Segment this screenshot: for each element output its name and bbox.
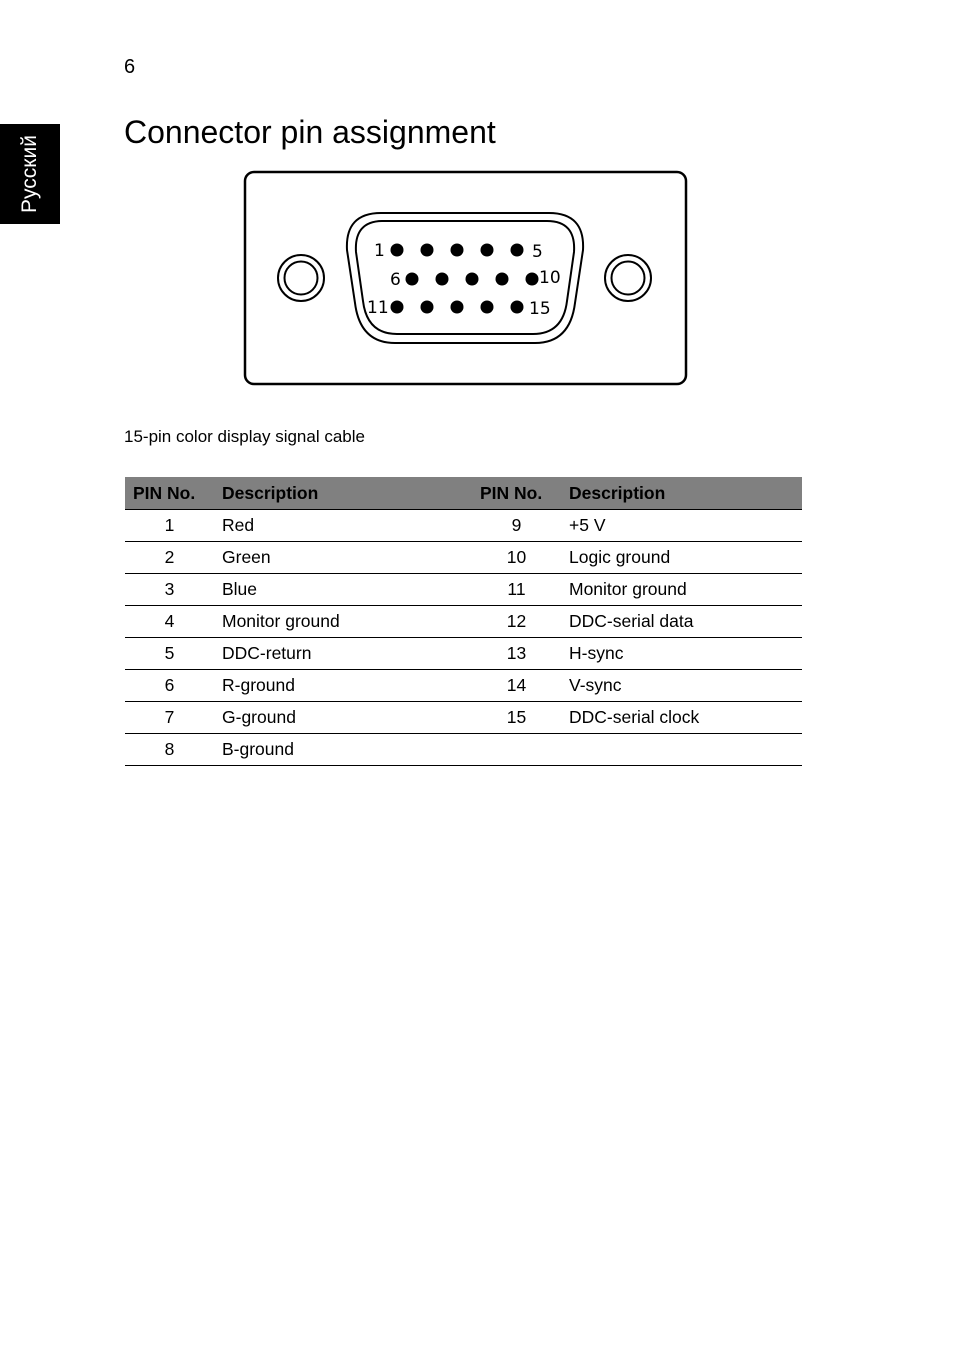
header-description-right: Description: [561, 477, 802, 510]
pin-dot: [436, 273, 449, 286]
connector-frame: [245, 172, 686, 384]
pin-dot: [511, 301, 524, 314]
mounting-hole-left-inner: [285, 262, 318, 295]
pin-number: 12: [472, 606, 561, 638]
pin-description: G-ground: [214, 702, 472, 734]
pin-number: 6: [125, 670, 214, 702]
page-title: Connector pin assignment: [124, 114, 496, 150]
pin-description: Monitor ground: [214, 606, 472, 638]
pin-number: 1: [125, 510, 214, 542]
pin-description: H-sync: [561, 638, 802, 670]
pin-label-6: 6: [390, 270, 401, 290]
pin-label-10: 10: [539, 268, 561, 288]
vga-connector-diagram: [243, 170, 689, 388]
pin-dot: [421, 301, 434, 314]
pin-number: 4: [125, 606, 214, 638]
pin-number: 5: [125, 638, 214, 670]
pin-number: 2: [125, 542, 214, 574]
diagram-caption: 15-pin color display signal cable: [124, 427, 365, 446]
pin-dot: [466, 273, 479, 286]
pin-number: [472, 734, 561, 766]
page-number: 6: [124, 56, 136, 78]
table-row: [125, 638, 802, 670]
pin-label-11: 11: [367, 298, 389, 318]
pin-assignment-table: [125, 477, 802, 766]
pin-description: Green: [214, 542, 472, 574]
pin-description: [561, 734, 802, 766]
table-row: [125, 574, 802, 606]
language-tab: [0, 124, 60, 224]
language-tab-label: Русский: [18, 135, 41, 213]
pin-label-5: 5: [532, 242, 543, 262]
pin-dot: [451, 301, 464, 314]
pin-number: 7: [125, 702, 214, 734]
header-pin-left: PIN No.: [125, 477, 214, 510]
pin-dot: [481, 301, 494, 314]
pin-label-1: 1: [374, 241, 385, 261]
pin-description: R-ground: [214, 670, 472, 702]
pin-description: DDC-serial clock: [561, 702, 802, 734]
pin-number: 11: [472, 574, 561, 606]
pin-description: Monitor ground: [561, 574, 802, 606]
pin-number: 15: [472, 702, 561, 734]
pin-dot: [391, 301, 404, 314]
pin-description: B-ground: [214, 734, 472, 766]
pin-number: 9: [472, 510, 561, 542]
pin-description: V-sync: [561, 670, 802, 702]
table-header-row: [125, 477, 802, 510]
pin-dot: [496, 273, 509, 286]
pin-dot: [526, 273, 539, 286]
pin-number: 14: [472, 670, 561, 702]
pin-dot: [481, 244, 494, 257]
table-row: [125, 734, 802, 766]
table-row: [125, 510, 802, 542]
pin-dot: [406, 273, 419, 286]
table-row: [125, 542, 802, 574]
pin-number: 8: [125, 734, 214, 766]
pin-description: DDC-serial data: [561, 606, 802, 638]
pin-number: 13: [472, 638, 561, 670]
pin-dot: [511, 244, 524, 257]
header-pin-right: PIN No.: [472, 477, 561, 510]
pin-row-2: [406, 273, 539, 286]
table-row: [125, 606, 802, 638]
pin-label-15: 15: [529, 299, 551, 319]
header-description-left: Description: [214, 477, 472, 510]
pin-number: 3: [125, 574, 214, 606]
mounting-hole-right-inner: [612, 262, 645, 295]
pin-dot: [451, 244, 464, 257]
table-row: [125, 702, 802, 734]
pin-description: Red: [214, 510, 472, 542]
pin-row-1: [391, 244, 524, 257]
pin-dot: [421, 244, 434, 257]
pin-number: 10: [472, 542, 561, 574]
pin-description: DDC-return: [214, 638, 472, 670]
pin-row-3: [391, 301, 524, 314]
pin-dot: [391, 244, 404, 257]
pin-description: +5 V: [561, 510, 802, 542]
pin-description: Logic ground: [561, 542, 802, 574]
table-row: [125, 670, 802, 702]
pin-description: Blue: [214, 574, 472, 606]
